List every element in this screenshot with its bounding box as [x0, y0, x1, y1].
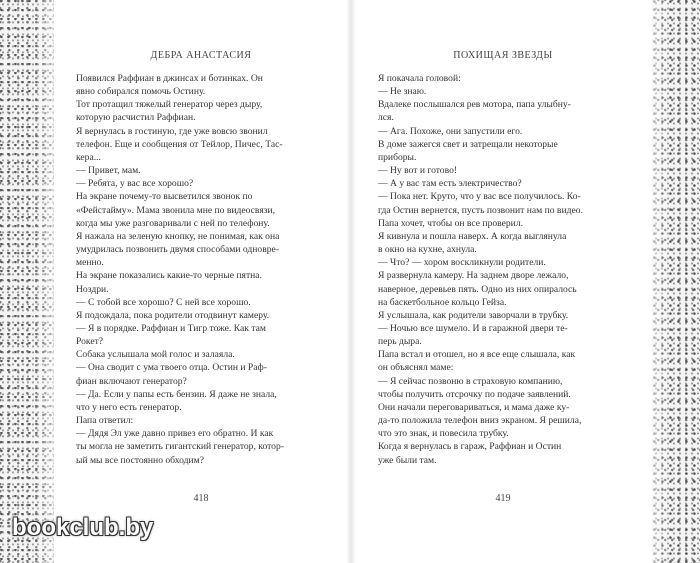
text-line: — Я в порядке. Раффиан и Тигр тоже. Как там	[76, 322, 266, 334]
text-line: да-то положила телефон вниз экраном. Я решила,	[378, 415, 582, 427]
text-line: — Пока нет. Круто, что у вас все получилось. Ко-	[378, 191, 581, 203]
text-line: Я нажала на зеленую кнопку, не понимая, как она	[76, 230, 280, 242]
text-line: Папа хочет, чтобы он все проверил.	[378, 217, 524, 229]
text-line: Когда я вернулась в гараж, Раффиан и Остин	[378, 441, 562, 453]
text-line: что это знак, и повесила трубку.	[378, 428, 509, 440]
right-page-text	[364, 72, 642, 467]
text-line: чтобы получить отсрочку по подаче заявлений.	[378, 388, 571, 400]
book-spine-gutter	[346, 0, 356, 563]
text-line: Я развернула камеру. На заднем дворе лежало,	[378, 270, 569, 282]
text-line: — А у вас там есть электричество?	[378, 178, 522, 190]
left-running-header: ДЕБРА АНАСТАСИЯ	[150, 50, 252, 61]
text-line: наверное, деревьев пять. Одно из них опиралось	[378, 283, 577, 295]
right-page	[364, 0, 642, 563]
text-line: Они начали переговариваться, и мама даже ку-	[378, 401, 570, 413]
text-line: На экране почему-то высветился звонок по	[76, 191, 253, 203]
text-line: явно собирался помочь Остину.	[76, 86, 206, 98]
text-line: Собака услышала мой голос и залаяла.	[76, 349, 235, 361]
text-line: — Что? — хором воскликнули родители.	[378, 257, 546, 269]
text-line: В доме зажегся свет и затрещали некоторые	[378, 138, 558, 150]
text-line: он объяснял маме:	[378, 362, 454, 374]
text-line: Рокет?	[76, 336, 104, 348]
text-line: Я вернулась в гостиную, где уже вовсю звонил	[76, 125, 268, 137]
right-running-header: ПОХИЩАЯ ЗВЕЗДЫ	[453, 50, 553, 61]
text-line: — Ночью все шумело. И в гаражной двери те-	[378, 322, 568, 334]
text-line: которую расчистил Раффиан.	[76, 112, 196, 124]
right-page-edge-speckles	[652, 0, 700, 563]
text-line: — С тобой все хорошо? С ней все хорошо.	[76, 296, 251, 308]
text-line: ты могла не заметить гигантский генератор, котор-	[76, 441, 284, 453]
text-line: что у него есть генератор.	[76, 401, 182, 413]
text-line: Я услышала, как родители заворчали в трубку.	[378, 309, 569, 321]
text-line: На экране показались какие-то черные пятна.	[76, 270, 262, 282]
text-line: — Привет, мам.	[76, 165, 141, 177]
text-line: — Дядя Эл уже давно привез его обратно. И как	[76, 428, 274, 440]
text-line: Тот протащил тяжелый генератор через дыру,	[76, 99, 263, 111]
text-line: Я покачала головой:	[378, 73, 461, 84]
text-line: — Она сводит с ума твоего отца. Остин и Раф-	[76, 362, 267, 374]
text-line: на баскетбольное кольцо Гейза.	[378, 296, 507, 308]
text-line: перь дыра.	[378, 336, 422, 348]
text-line: в окно на кухне, ахнула.	[378, 244, 477, 256]
text-line: кера...	[76, 151, 101, 163]
text-line: Появился Раффиан в джинсах и ботинках. Он	[76, 73, 263, 84]
text-line: менно.	[76, 257, 104, 269]
text-line: уже были там.	[378, 454, 437, 466]
text-line: ый мы все постоянно обходим?	[76, 454, 204, 466]
text-line: приборы.	[378, 151, 417, 163]
text-line: — Не знаю.	[378, 86, 427, 98]
left-page	[62, 0, 340, 563]
text-line: Я кивнула и пошла наверх. А когда выглянула	[378, 230, 567, 242]
text-line: когда мы уже разговаривали с ней по телефону.	[76, 217, 270, 229]
text-line: — Я сейчас позвоню в страховую компанию,	[378, 375, 563, 387]
left-page-number: 418	[193, 493, 209, 504]
text-line: «Фейстайму». Мама звонила мне по видеосвязи,	[76, 204, 276, 216]
text-line: гда Остин вернется, пусть позвонит нам по видео.	[378, 204, 583, 216]
left-page-edge-speckles	[0, 0, 54, 563]
text-line: — Ага. Похоже, они запустили его.	[378, 125, 523, 137]
text-line: Папа встал и отошел, но я все еще слышала, как	[378, 349, 576, 361]
bookclub-watermark: bookclub.by	[12, 514, 154, 541]
text-line: Вдалеке послышался рев мотора, папа улыбну-	[378, 99, 571, 111]
text-line: умудрилась позвонить двумя способами одновре-	[76, 244, 280, 256]
left-page-text	[62, 72, 340, 467]
text-line: телефон. Еще и сообщения от Тейлор, Пичес, Тас-	[76, 138, 283, 150]
text-line: лся.	[378, 112, 394, 124]
text-line: фиан включают генератор?	[76, 375, 187, 387]
text-line: — Ребята, у вас все хорошо?	[76, 178, 194, 190]
right-page-number: 419	[495, 493, 511, 504]
text-line: — Ну вот и готово!	[378, 165, 458, 177]
text-line: — Да. Если у папы есть бензин. Я даже не знала,	[76, 388, 277, 400]
text-line: Папа ответил:	[76, 415, 134, 427]
text-line: Я подождала, пока родители отодвинут камеру.	[76, 309, 270, 321]
text-line: Ноздри.	[76, 283, 109, 295]
